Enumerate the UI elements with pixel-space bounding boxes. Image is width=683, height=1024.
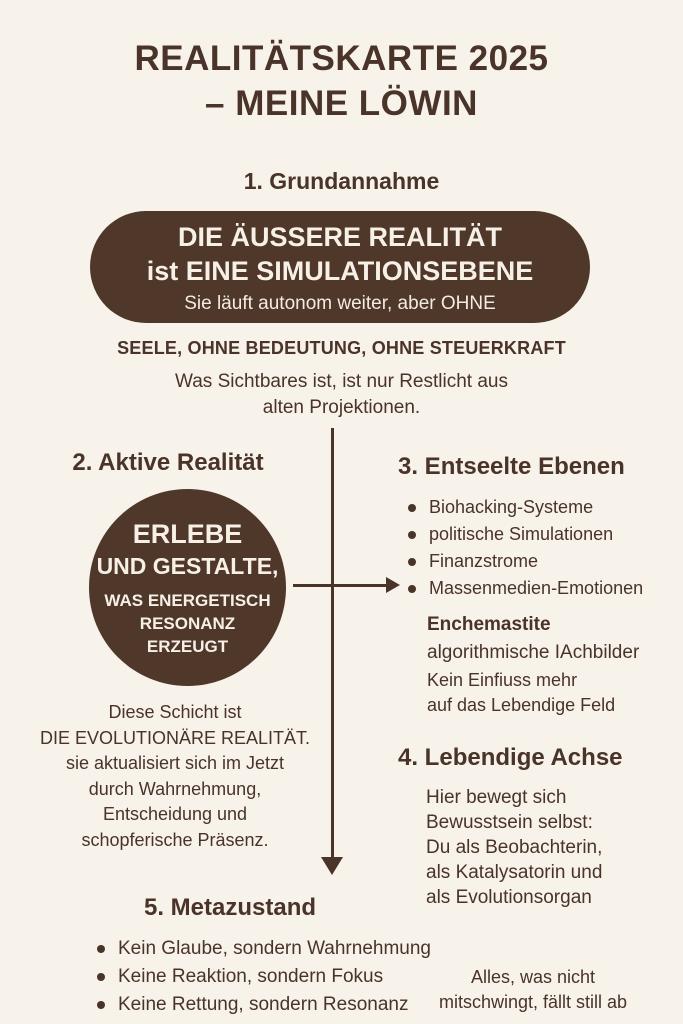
section4-paragraph-line: Hier bewegt sich bbox=[426, 787, 567, 808]
section4-paragraph-line: als Katalysatorin und bbox=[426, 862, 603, 883]
section3-subnote bbox=[427, 611, 639, 667]
bullet-dot-icon bbox=[97, 973, 105, 981]
circle-line5: ERZEUGT bbox=[146, 636, 229, 656]
section1-pill bbox=[90, 211, 590, 323]
section3-note bbox=[427, 668, 615, 718]
section3-bullet-list bbox=[408, 494, 643, 602]
list-item-label: Kein Glaube, sondern Wahrnehmung bbox=[118, 938, 431, 959]
section2-paragraph-line: sie aktualisiert sich im Jetzt bbox=[65, 753, 285, 773]
section3-note-line2: auf das Lebendige Feld bbox=[427, 695, 616, 715]
section5-note-line2: mitschwingt, fällt still ab bbox=[438, 992, 628, 1012]
horizontal-connector-line bbox=[293, 584, 387, 587]
list-item-label: politische Simulationen bbox=[429, 524, 614, 544]
section2-circle bbox=[89, 489, 286, 686]
page-title-line2: – MEINE LÖWIN bbox=[205, 84, 478, 123]
pill-line2: ist EINE SIMULATIONSEBENE bbox=[146, 255, 534, 286]
section5-note bbox=[413, 965, 653, 1015]
vertical-connector-line bbox=[331, 428, 334, 858]
bullet-dot-icon bbox=[97, 945, 105, 953]
pill-line1: DIE ÄUSSERE REALITÄT bbox=[177, 221, 503, 252]
section1-note-line2: alten Projektionen. bbox=[262, 397, 421, 418]
bullet-dot-icon bbox=[408, 531, 416, 539]
section2-paragraph-line: Entscheidung und bbox=[102, 804, 248, 824]
section4-paragraph-line: Du als Beobachterin, bbox=[426, 837, 603, 858]
section3-note-line1: Kein Einfiuss mehr bbox=[427, 670, 578, 690]
section5-note-line1: Alles, was nicht bbox=[470, 967, 596, 987]
list-item bbox=[408, 575, 643, 602]
section4-paragraph-line: Bewusstsein selbst: bbox=[426, 812, 593, 833]
list-item bbox=[97, 935, 431, 963]
list-item bbox=[97, 963, 431, 991]
bullet-dot-icon bbox=[97, 1001, 105, 1009]
section3-subnote-regular: algorithmische IAchbilder bbox=[427, 642, 640, 663]
section2-heading: 2. Aktive Realität bbox=[72, 449, 264, 476]
section4-paragraph-line: als Evolutionsorgan bbox=[426, 887, 592, 908]
bullet-dot-icon bbox=[408, 558, 416, 566]
circle-line3: WAS ENERGETISCH bbox=[104, 590, 271, 610]
list-item-label: Massenmedien-Emotionen bbox=[429, 578, 644, 598]
section1-continuation-text: SEELE, OHNE BEDEUTUNG, OHNE STEUERKRAFT bbox=[117, 338, 566, 358]
list-item-label: Finanzstrome bbox=[429, 551, 539, 571]
list-item bbox=[408, 494, 643, 521]
page-title bbox=[0, 36, 683, 126]
list-item-label: Keine Rettung, sondern Resonanz bbox=[118, 994, 409, 1015]
section1-heading: 1. Grundannahme bbox=[243, 168, 440, 194]
list-item-label: Keine Reaktion, sondern Fokus bbox=[118, 966, 384, 987]
section2-paragraph-line: Diese Schicht ist bbox=[108, 702, 242, 722]
arrow-down-icon bbox=[321, 857, 343, 875]
section2-paragraph-line: durch Wahrnehmung, bbox=[88, 778, 262, 799]
list-item bbox=[97, 991, 431, 1019]
section2-paragraph-line: DIE EVOLUTIONÄRE REALITÄT. bbox=[39, 727, 311, 748]
bullet-dot-icon bbox=[408, 585, 416, 593]
list-item-label: Biohacking-Systeme bbox=[429, 497, 594, 517]
arrow-right-icon bbox=[386, 577, 400, 593]
pill-line3: Sie läuft autonom weiter, aber OHNE bbox=[184, 292, 496, 314]
section3-heading: 3. Entseelte Ebenen bbox=[398, 453, 625, 480]
section5-heading: 5. Metazustand bbox=[143, 894, 317, 921]
page-title-line1: REALITÄTSKARTE 2025 bbox=[134, 39, 549, 78]
section5-bullet-list bbox=[97, 935, 431, 1019]
circle-line1: ERLEBE bbox=[132, 518, 243, 549]
section4-heading: 4. Lebendige Achse bbox=[398, 744, 623, 771]
section2-paragraph-line: schopferische Präsenz. bbox=[81, 829, 269, 850]
section1-note bbox=[0, 369, 683, 421]
circle-line4: RESONANZ bbox=[139, 613, 236, 633]
list-item bbox=[408, 521, 643, 548]
list-item bbox=[408, 548, 643, 575]
bullet-dot-icon bbox=[408, 504, 416, 512]
circle-line2: UND GESTALTE, bbox=[96, 552, 279, 579]
section1-note-line1: Was Sichtbares ist, ist nur Restlicht aus bbox=[175, 371, 508, 392]
section4-paragraph bbox=[426, 785, 602, 910]
section3-subnote-bold: Enchemastite bbox=[427, 614, 551, 635]
section2-paragraph bbox=[25, 700, 325, 853]
